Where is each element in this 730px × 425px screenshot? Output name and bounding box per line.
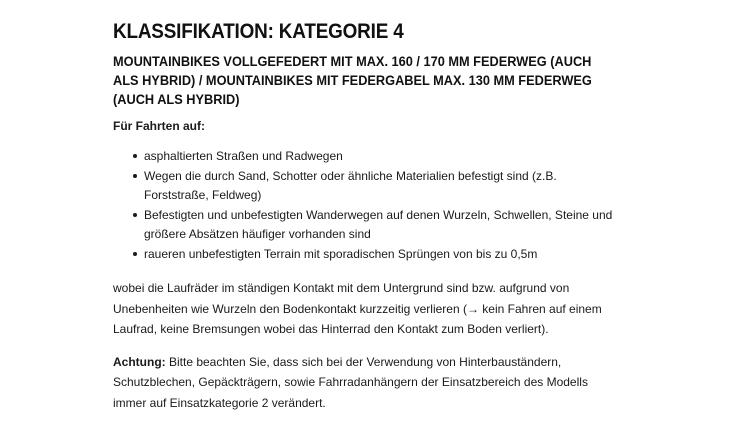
- page-title: KLASSIFIKATION: KATEGORIE 4: [113, 20, 404, 43]
- warning-label: Achtung:: [113, 354, 166, 369]
- bullet-icon: [133, 252, 137, 256]
- list-item: [113, 147, 613, 166]
- list-item: [113, 167, 613, 205]
- warning-text: Bitte beachten Sie, dass sich bei der Verwendung von Hinterbauständern, Schutzblechen, Gepäckträgern, sowie Fahrradanhängern der Einsatzbereich des Modells immer auf Einsatzkategorie 2 verändert.: [113, 354, 588, 410]
- bullet-icon: [133, 154, 137, 158]
- list-item-text: Wegen die durch Sand, Schotter oder ähnliche Materialien befestigt sind (z.B. Forststraße, Feldweg): [144, 169, 557, 202]
- content-area: [113, 18, 613, 413]
- warning-paragraph: [113, 352, 613, 414]
- list-item: [113, 206, 613, 244]
- list-item: [113, 245, 613, 264]
- bullet-icon: [133, 213, 137, 217]
- list-item-text: asphaltierten Straßen und Radwegen: [144, 149, 343, 163]
- list-item-text: raueren unbefestigten Terrain mit sporadischen Sprüngen von bis zu 0,5m: [144, 247, 538, 261]
- list-item-text: Befestigten und unbefestigten Wanderwegen auf denen Wurzeln, Schwellen, Steine und größere Absätzen häufiger vorhanden sind: [144, 208, 613, 241]
- contact-paragraph: wobei die Laufräder im ständigen Kontakt mit dem Untergrund sind bzw. aufgrund von Unebenheiten wie Wurzeln den Bodenkontakt kurzzeitig verlieren (→ kein Fahren auf einem Laufrad, keine Bremsungen wobei das Hinterrad den Kontakt zum Boden verliert).: [113, 281, 602, 336]
- category-subtitle: MOUNTAINBIKES VOLLGEFEDERT MIT MAX. 160 / 170 MM FEDERWEG (AUCH ALS HYBRID) / MOUNTAINBIKES MIT FEDERGABEL MAX. 130 MM FEDERWEG (AUCH ALS HYBRID): [113, 54, 592, 108]
- intro-label: Für Fahrten auf:: [113, 119, 205, 133]
- usage-list: [113, 147, 613, 264]
- bullet-icon: [133, 174, 137, 178]
